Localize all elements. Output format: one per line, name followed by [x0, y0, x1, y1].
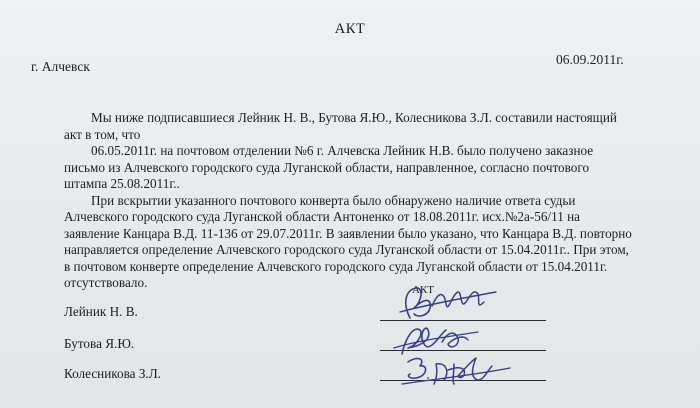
- signer-name-3: Колесникова З.Л.: [64, 366, 161, 381]
- document-date: 06.09.2011г.: [556, 52, 624, 67]
- handwritten-signature-1: [392, 282, 512, 324]
- paragraph-line: Алчевского городского суда Луганской области Антоненко от 18.08.2011г. исх.№2а-56/11 на: [64, 209, 580, 224]
- document-title: АКТ: [334, 21, 366, 37]
- paragraph-line: Мы ниже подписавшиеся Лейник Н. В., Бутова Я.Ю., Колесникова З.Л. составили настоящий: [91, 110, 617, 125]
- paragraph-line: направляется определение Алчевского городского суда Луганской области от 15.04.2011г.. При этом,: [64, 242, 629, 257]
- paragraph-line: заявление Канцара В.Д. 11-136 от 29.07.2011г. В заявлении было указано, что Канцара В.Д. повторно: [64, 225, 632, 241]
- signer-name-2: Бутова Я.Ю.: [64, 336, 135, 351]
- paragraph-line: письмо из Алчевского городского суда Луганской области, направленное, согласно почтового: [64, 159, 590, 175]
- document-body: [64, 110, 662, 292]
- signatures-header: АКТ: [412, 284, 434, 296]
- handwritten-signature-3: [398, 350, 518, 390]
- paragraph-line: акт в том, что: [64, 126, 141, 142]
- signer-name-1: Лейник Н. В.: [64, 304, 138, 319]
- paragraph-line: в почтовом конверте определение Алчевского городского суда Луганской области от 15.04.2011г.: [64, 258, 608, 274]
- paragraph-line: 06.05.2011г. на почтовом отделении №6 г. Алчевска Лейник Н.В. было получено заказное: [91, 143, 594, 158]
- paragraph-line: штампа 25.08.2011г..: [64, 176, 180, 191]
- paragraph-line: отсутствовало.: [64, 275, 148, 290]
- document-city: г. Алчевск: [31, 59, 90, 74]
- paragraph-line: При вскрытии указанного почтового конверта было обнаружено наличие ответа судьи: [91, 192, 576, 208]
